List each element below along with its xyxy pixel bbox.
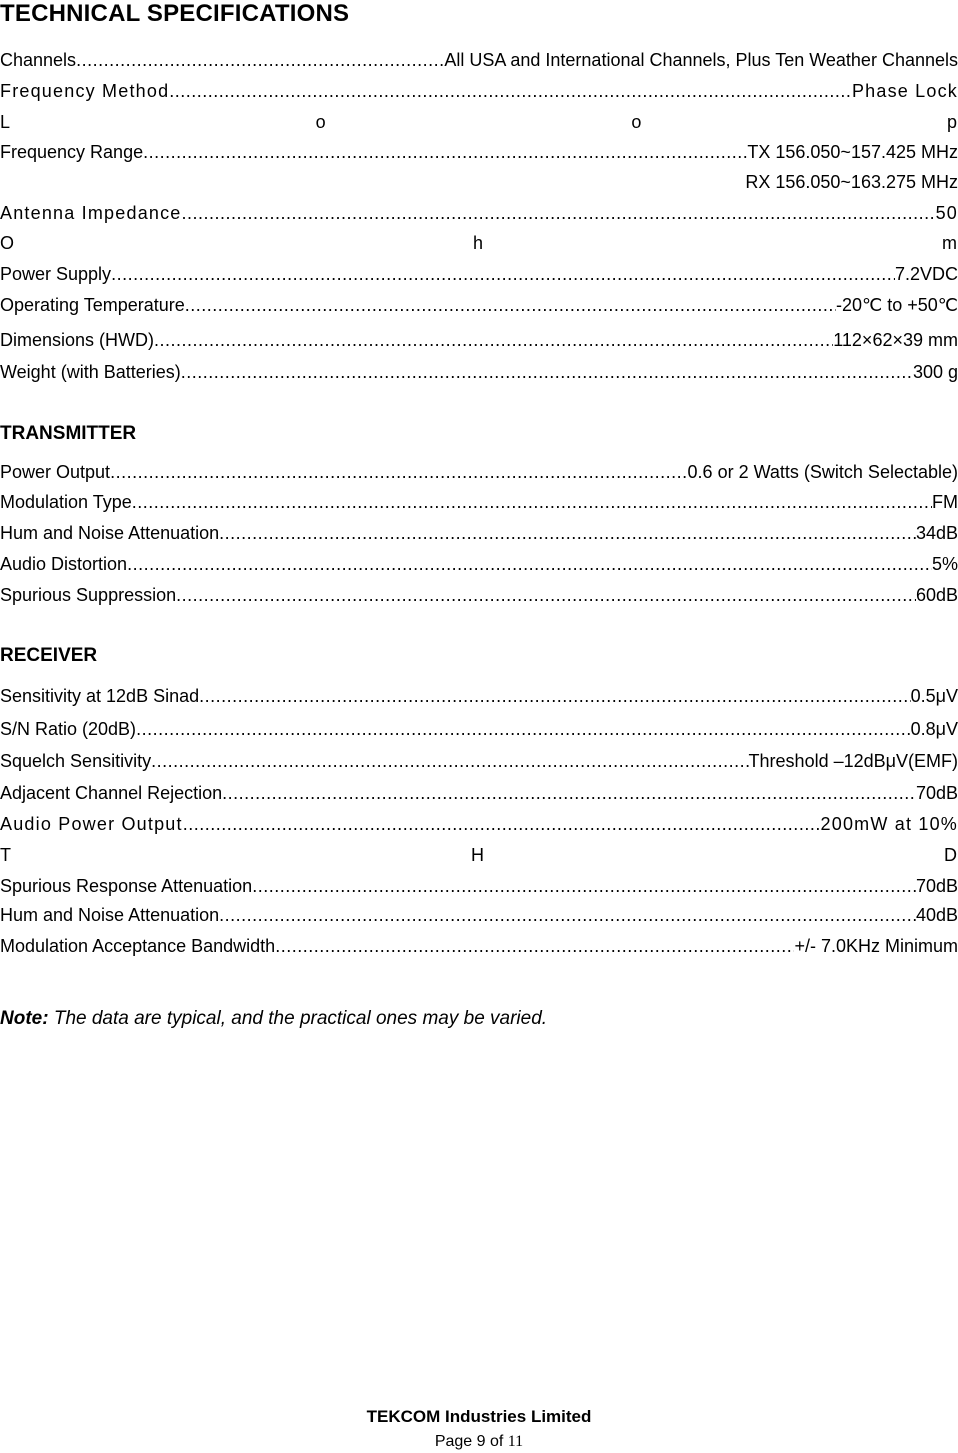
spec-value: 34dB	[915, 523, 958, 543]
leader-dots	[127, 553, 932, 575]
leader-dots	[143, 141, 747, 163]
spec-label: Audio Distortion	[0, 554, 128, 574]
leader-dots	[176, 584, 916, 606]
note-text: The data are typical, and the practical ones may be varied.	[48, 1008, 548, 1029]
spec-value: Threshold –12dBμV(EMF)	[748, 751, 958, 771]
spec-value: 60dB	[915, 585, 958, 605]
spec-row-power-supply	[0, 263, 958, 285]
spec-value: 300 g	[912, 362, 958, 382]
spec-row-channels	[0, 49, 958, 71]
leader-dots	[132, 491, 932, 513]
spec-row-frequency-method	[0, 80, 958, 102]
leader-dots	[183, 813, 821, 835]
spec-label: Dimensions (HWD)	[0, 330, 155, 350]
spec-label: Antenna Impedance	[0, 203, 182, 223]
note	[0, 1008, 547, 1030]
spec-label: Spurious Response Attenuation	[0, 876, 253, 896]
spec-row-frequency-range	[0, 141, 958, 163]
spec-label: Power Supply	[0, 264, 112, 284]
spec-row-rx-audio-power	[0, 813, 958, 835]
spec-value: 70dB	[915, 876, 958, 896]
leader-dots	[110, 461, 687, 483]
spec-row-dimensions	[0, 329, 958, 351]
spec-row-tx-audio-distortion	[0, 553, 958, 575]
leader-dots	[219, 522, 916, 544]
spec-label: Modulation Type	[0, 492, 132, 512]
spec-label: S/N Ratio (20dB)	[0, 719, 137, 739]
spec-value: 0.5μV	[910, 686, 958, 706]
leader-dots	[252, 875, 916, 897]
wrap-letter: o	[631, 112, 643, 132]
spec-value: All USA and International Channels, Plus Ten Weather Channels	[444, 50, 958, 70]
leader-dots	[136, 718, 911, 740]
spec-row-tx-hum-noise	[0, 522, 958, 544]
spec-row-tx-power-output	[0, 461, 958, 483]
spec-value: 7.2VDC	[894, 264, 958, 284]
spec-value: Phase Lock	[851, 81, 958, 101]
spec-wrap-line	[0, 232, 958, 254]
spec-row-rx-squelch	[0, 750, 958, 772]
wrap-letter: T	[0, 845, 12, 865]
spec-value: 0.6 or 2 Watts (Switch Selectable)	[687, 462, 958, 482]
leader-dots	[185, 294, 836, 316]
spec-row-tx-spurious-suppression	[0, 584, 958, 606]
section-heading-receiver: RECEIVER	[0, 645, 98, 666]
spec-wrap-line	[0, 844, 958, 866]
spec-label: Audio Power Output	[0, 814, 183, 834]
spec-value: FM	[932, 492, 958, 512]
wrap-letter: D	[944, 845, 958, 865]
leader-dots	[151, 750, 748, 772]
spec-row-rx-sensitivity	[0, 685, 958, 707]
spec-value: 0.8μV	[910, 719, 958, 739]
spec-row-rx-spurious-response	[0, 875, 958, 897]
leader-dots	[219, 904, 916, 926]
spec-label: Weight (with Batteries)	[0, 362, 181, 382]
spec-value: TX 156.050~157.425 MHz	[747, 142, 958, 162]
spec-value: -20℃ to +50℃	[836, 295, 958, 315]
spec-label: Modulation Acceptance Bandwidth	[0, 936, 276, 956]
spec-value-continuation: RX 156.050~163.275 MHz	[745, 172, 958, 192]
wrap-letter: L	[0, 112, 12, 132]
leader-dots	[169, 80, 852, 102]
spec-label: Power Output	[0, 462, 111, 482]
wrap-letter: H	[471, 845, 485, 865]
spec-row-antenna-impedance	[0, 202, 958, 224]
spec-row-weight	[0, 361, 958, 383]
wrap-letter: m	[942, 233, 958, 253]
spec-label: Frequency Method	[0, 81, 170, 101]
spec-label: Operating Temperature	[0, 295, 185, 315]
leader-dots	[76, 49, 444, 71]
spec-label: Squelch Sensitivity	[0, 751, 152, 771]
spec-value: 70dB	[915, 783, 958, 803]
footer-company: TEKCOM Industries Limited	[366, 1407, 592, 1426]
leader-dots	[182, 202, 936, 224]
spec-label: Sensitivity at 12dB Sinad	[0, 686, 200, 706]
spec-wrap-line	[0, 111, 958, 133]
page-title: TECHNICAL SPECIFICATIONS	[0, 0, 350, 27]
spec-value: 112×62×39 mm	[833, 330, 958, 350]
leader-dots	[222, 782, 916, 804]
note-prefix: Note:	[0, 1008, 49, 1029]
spec-value: 5%	[931, 554, 958, 574]
footer-page-number	[0, 1432, 958, 1452]
spec-value: 40dB	[915, 905, 958, 925]
leader-dots	[154, 329, 833, 351]
leader-dots	[111, 263, 895, 285]
spec-label: Hum and Noise Attenuation	[0, 523, 220, 543]
wrap-letter: o	[315, 112, 327, 132]
spec-value: +/- 7.0KHz Minimum	[794, 936, 958, 956]
spec-value: 50	[935, 203, 958, 223]
spec-label: Adjacent Channel Rejection	[0, 783, 223, 803]
spec-label: Spurious Suppression	[0, 585, 177, 605]
wrap-letter: O	[0, 233, 16, 253]
leader-dots	[181, 361, 913, 383]
section-heading-transmitter: TRANSMITTER	[0, 423, 137, 444]
wrap-letter: p	[946, 112, 958, 132]
wrap-letter: h	[473, 233, 485, 253]
spec-row-rx-modulation-acceptance	[0, 935, 958, 957]
spec-label: Hum and Noise Attenuation	[0, 905, 220, 925]
spec-row-tx-modulation-type	[0, 491, 958, 513]
spec-row-rx-sn-ratio	[0, 718, 958, 740]
spec-row-rx-hum-noise	[0, 904, 958, 926]
spec-label: Frequency Range	[0, 142, 144, 162]
spec-row-rx-adjacent-channel	[0, 782, 958, 804]
page-total: 11	[507, 1433, 524, 1450]
leader-dots	[199, 685, 910, 707]
page-prefix: Page 9 of	[434, 1433, 508, 1450]
spec-value: 200mW at 10%	[820, 814, 958, 834]
spec-row-operating-temperature	[0, 294, 958, 316]
spec-label: Channels	[0, 50, 77, 70]
leader-dots	[275, 935, 794, 957]
